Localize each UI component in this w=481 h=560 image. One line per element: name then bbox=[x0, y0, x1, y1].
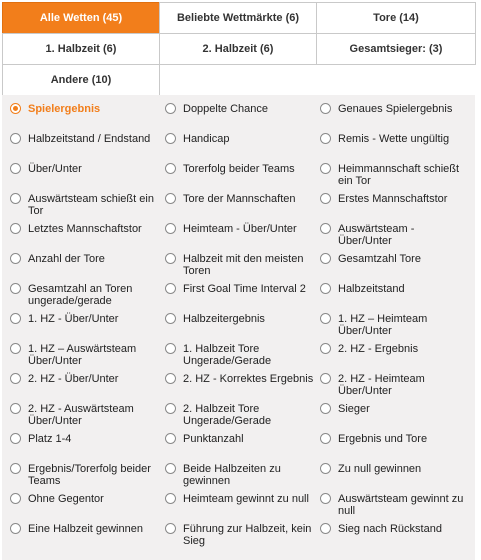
bet-option[interactable] bbox=[10, 133, 165, 163]
bet-option-label: Halbzeitergebnis bbox=[183, 313, 265, 325]
bet-option[interactable] bbox=[320, 193, 470, 223]
radio-button[interactable] bbox=[320, 463, 331, 474]
bet-option-label: Ergebnis/Torerfolg beider Teams bbox=[28, 463, 151, 487]
bet-option-label: Genaues Spielergebnis bbox=[338, 103, 453, 115]
bet-option-label: Halbzeitstand / Endstand bbox=[28, 133, 151, 145]
radio-button[interactable] bbox=[320, 163, 331, 174]
radio-button[interactable] bbox=[10, 433, 21, 444]
radio-button[interactable] bbox=[165, 253, 176, 264]
radio-button[interactable] bbox=[10, 343, 21, 354]
radio-button[interactable] bbox=[165, 133, 176, 144]
bet-option-label: First Goal Time Interval 2 bbox=[183, 283, 306, 295]
bet-option-label: Spielergebnis bbox=[28, 103, 101, 115]
radio-button[interactable] bbox=[320, 403, 331, 414]
bet-option[interactable] bbox=[320, 283, 470, 313]
bet-option[interactable] bbox=[10, 163, 165, 193]
bet-option-label: Punktanzahl bbox=[183, 433, 244, 445]
bet-option-label: Auswärtsteam schießt ein Tor bbox=[28, 193, 154, 217]
radio-button[interactable] bbox=[320, 523, 331, 534]
bet-option-label: 1. HZ – Auswärtsteam Über/Unter bbox=[28, 343, 137, 367]
bet-option-label: Erstes Mannschaftstor bbox=[338, 193, 448, 205]
radio-button[interactable] bbox=[10, 133, 21, 144]
bet-option[interactable] bbox=[10, 373, 165, 403]
radio-button[interactable] bbox=[165, 523, 176, 534]
bet-option[interactable] bbox=[320, 133, 470, 163]
bet-option[interactable] bbox=[10, 433, 165, 463]
tab-4[interactable]: 2. Halbzeit (6) bbox=[159, 33, 317, 65]
bet-option-label: 1. Halbzeit Tore Ungerade/Gerade bbox=[183, 343, 272, 367]
bet-option-label: Sieg nach Rückstand bbox=[338, 523, 442, 535]
radio-button[interactable] bbox=[320, 193, 331, 204]
radio-button[interactable] bbox=[320, 493, 331, 504]
bet-option-label: Sieger bbox=[338, 403, 370, 415]
bet-option-label: Torerfolg beider Teams bbox=[183, 163, 295, 175]
radio-button[interactable] bbox=[165, 433, 176, 444]
bet-option-label: Auswärtsteam - Über/Unter bbox=[338, 223, 415, 247]
bet-option[interactable] bbox=[320, 433, 470, 463]
radio-button[interactable] bbox=[165, 463, 176, 474]
bet-option[interactable] bbox=[165, 313, 320, 343]
bet-option-label: 2. Halbzeit Tore Ungerade/Gerade bbox=[183, 403, 272, 427]
bet-option-label: 2. HZ - Über/Unter bbox=[28, 373, 119, 385]
bet-option-label: Führung zur Halbzeit, kein Sieg bbox=[183, 523, 312, 547]
tab-6[interactable]: Andere (10) bbox=[2, 64, 160, 96]
radio-button[interactable] bbox=[165, 103, 176, 114]
bet-option-label: Eine Halbzeit gewinnen bbox=[28, 523, 143, 535]
radio-button[interactable] bbox=[165, 223, 176, 234]
bet-option[interactable] bbox=[10, 193, 165, 223]
bet-option[interactable] bbox=[165, 463, 320, 493]
bet-option[interactable] bbox=[320, 493, 470, 523]
bet-option-label: Heimteam gewinnt zu null bbox=[183, 493, 309, 505]
radio-button[interactable] bbox=[10, 523, 21, 534]
bet-option[interactable] bbox=[165, 493, 320, 523]
bet-option-label: 2. HZ - Ergebnis bbox=[338, 343, 419, 355]
radio-button[interactable] bbox=[165, 193, 176, 204]
radio-button[interactable] bbox=[10, 283, 21, 294]
radio-button[interactable] bbox=[165, 163, 176, 174]
bet-option[interactable] bbox=[10, 523, 165, 553]
bet-option[interactable] bbox=[320, 253, 470, 283]
bet-option[interactable] bbox=[165, 403, 320, 433]
radio-button[interactable] bbox=[10, 103, 21, 114]
radio-button[interactable] bbox=[165, 313, 176, 324]
radio-button[interactable] bbox=[320, 223, 331, 234]
bet-options-panel bbox=[2, 95, 475, 560]
bet-option[interactable] bbox=[165, 253, 320, 283]
radio-button[interactable] bbox=[165, 373, 176, 384]
bet-option[interactable] bbox=[320, 403, 470, 433]
bet-option[interactable] bbox=[10, 403, 165, 433]
tab-0[interactable]: Alle Wetten (45) bbox=[2, 2, 160, 34]
radio-button[interactable] bbox=[320, 253, 331, 264]
bet-option[interactable] bbox=[165, 433, 320, 463]
radio-button[interactable] bbox=[165, 343, 176, 354]
bet-option-label: Auswärtsteam gewinnt zu null bbox=[338, 493, 464, 517]
radio-button[interactable] bbox=[10, 373, 21, 384]
bet-option-label: Tore der Mannschaften bbox=[183, 193, 296, 205]
radio-button[interactable] bbox=[320, 433, 331, 444]
bet-option-label: 2. HZ - Korrektes Ergebnis bbox=[183, 373, 314, 385]
bet-option[interactable] bbox=[10, 253, 165, 283]
bet-option[interactable] bbox=[165, 163, 320, 193]
bet-options-list bbox=[10, 103, 470, 553]
radio-button[interactable] bbox=[10, 223, 21, 234]
bet-option[interactable] bbox=[10, 223, 165, 253]
bet-option[interactable] bbox=[10, 463, 165, 493]
bet-option[interactable] bbox=[320, 343, 470, 373]
bet-option-label: 1. HZ – Heimteam Über/Unter bbox=[338, 313, 428, 337]
bet-option-label: Halbzeit mit den meisten Toren bbox=[183, 253, 304, 277]
bet-option-label: Remis - Wette ungültig bbox=[338, 133, 450, 145]
bet-option[interactable] bbox=[165, 523, 320, 553]
bet-option-label: Über/Unter bbox=[28, 163, 82, 175]
bet-option-label: Handicap bbox=[183, 133, 230, 145]
radio-button[interactable] bbox=[165, 403, 176, 414]
bet-option[interactable] bbox=[165, 193, 320, 223]
radio-button[interactable] bbox=[10, 463, 21, 474]
bet-option-label: Ohne Gegentor bbox=[28, 493, 104, 505]
radio-button[interactable] bbox=[165, 283, 176, 294]
bet-option[interactable] bbox=[165, 283, 320, 313]
radio-button[interactable] bbox=[10, 253, 21, 264]
bet-option[interactable] bbox=[320, 523, 470, 553]
bet-option[interactable] bbox=[10, 343, 165, 373]
radio-button[interactable] bbox=[10, 403, 21, 414]
bet-option-label: Anzahl der Tore bbox=[28, 253, 105, 265]
market-tabs bbox=[2, 2, 475, 95]
tab-2[interactable]: Tore (14) bbox=[316, 2, 476, 34]
radio-button[interactable] bbox=[10, 493, 21, 504]
bet-option-label: Halbzeitstand bbox=[338, 283, 405, 295]
bet-option-label: Ergebnis und Tore bbox=[338, 433, 428, 445]
bet-option-label: 2. HZ - Auswärtsteam Über/Unter bbox=[28, 403, 134, 427]
bet-option-label: Heimteam - Über/Unter bbox=[183, 223, 297, 235]
bet-option[interactable] bbox=[165, 133, 320, 163]
bet-option-label: Gesamtzahl Tore bbox=[338, 253, 421, 265]
bet-option-label: Gesamtzahl an Toren ungerade/gerade bbox=[28, 283, 133, 307]
radio-button[interactable] bbox=[10, 193, 21, 204]
bet-option[interactable] bbox=[165, 373, 320, 403]
radio-button[interactable] bbox=[320, 103, 331, 114]
tab-1[interactable]: Beliebte Wettmärkte (6) bbox=[159, 2, 317, 34]
bet-option-label: Platz 1-4 bbox=[28, 433, 72, 445]
bet-option-label: Zu null gewinnen bbox=[338, 463, 422, 475]
radio-button[interactable] bbox=[320, 343, 331, 354]
radio-button[interactable] bbox=[320, 313, 331, 324]
radio-button[interactable] bbox=[10, 313, 21, 324]
bet-option[interactable] bbox=[165, 343, 320, 373]
radio-button[interactable] bbox=[320, 373, 331, 384]
tab-3[interactable]: 1. Halbzeit (6) bbox=[2, 33, 160, 65]
bet-option-label: 1. HZ - Über/Unter bbox=[28, 313, 119, 325]
bet-option-label: 2. HZ - Heimteam Über/Unter bbox=[338, 373, 425, 397]
bet-option-label: Heimmannschaft schießt ein Tor bbox=[338, 163, 460, 187]
tab-5[interactable]: Gesamtsieger: (3) bbox=[316, 33, 476, 65]
bet-option[interactable] bbox=[10, 493, 165, 523]
bet-option[interactable] bbox=[320, 463, 470, 493]
bet-option-label: Letztes Mannschaftstor bbox=[28, 223, 142, 235]
bet-option[interactable] bbox=[10, 103, 165, 133]
bet-option[interactable] bbox=[10, 313, 165, 343]
bet-option[interactable] bbox=[320, 223, 470, 253]
bet-option[interactable] bbox=[320, 103, 470, 133]
bet-option-label: Beide Halbzeiten zu gewinnen bbox=[183, 463, 281, 487]
radio-button[interactable] bbox=[320, 283, 331, 294]
bet-option[interactable] bbox=[320, 313, 470, 343]
bet-option[interactable] bbox=[320, 163, 470, 193]
radio-button[interactable] bbox=[10, 163, 21, 174]
bet-option[interactable] bbox=[165, 103, 320, 133]
radio-button[interactable] bbox=[165, 493, 176, 504]
bet-option[interactable] bbox=[320, 373, 470, 403]
bet-option[interactable] bbox=[165, 223, 320, 253]
radio-button[interactable] bbox=[320, 133, 331, 144]
bet-option[interactable] bbox=[10, 283, 165, 313]
bet-option-label: Doppelte Chance bbox=[183, 103, 269, 115]
